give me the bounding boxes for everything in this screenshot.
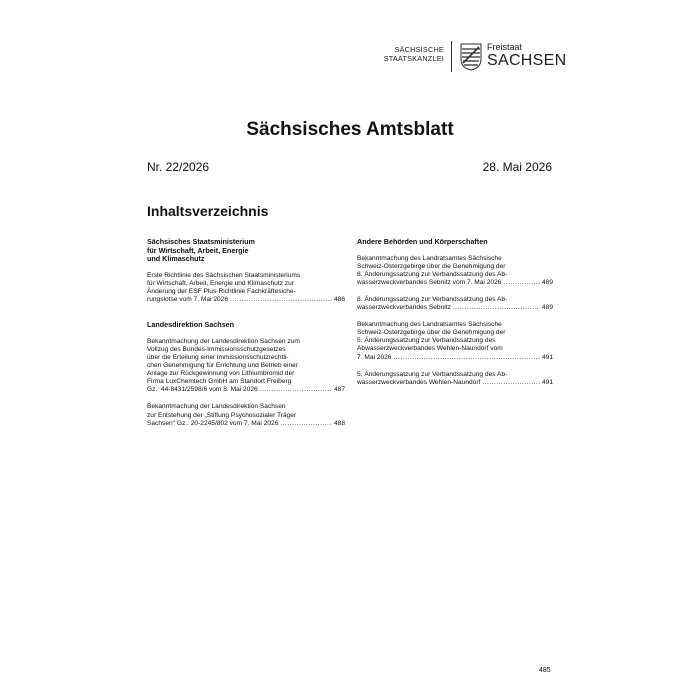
- toc-entry[interactable]: Bekanntmachung der Landesdirektion Sachsen zum Vollzug des Bundes-Immissionsschutzgesetzes über die Erteilung einer immissionsschutzrechtli- chen Genehmigung für Errichtung und Betrieb einer Anlage zur Rückgewinnung von Lithiumbromid der Firma LuxChemtech GmbH am Standort Freiberg Gz.: 44-8431/2598/6 vom 8. Mai 2026 ..... 487: [147, 338, 345, 395]
- staatskanzlei-logo-text: [384, 45, 444, 63]
- toc-page-number: 488: [333, 419, 345, 427]
- page-title: Sächsisches Amtsblatt: [246, 119, 454, 140]
- toc-entry[interactable]: Erste Richtlinie des Sächsischen Staatsministeriums für Wirtschaft, Arbeit, Energie und Klimaschutz zur Änderung der ESF Plus-Richtlinie Fachkräftesiche- rungslotse vom 7. Mai 2026 ..... 486: [147, 272, 345, 304]
- toc-heading: Inhaltsverzeichnis: [147, 203, 269, 219]
- logo-divider: [451, 41, 452, 72]
- toc-page-number: 489: [541, 278, 553, 286]
- issue-date: 28. Mai 2026: [482, 160, 552, 174]
- toc-entry[interactable]: Bekanntmachung des Landratsamtes Sächsische Schweiz-Osterzgebirge über die Genehmigung der 5. Änderungssatzung zur Verbandssatzung des Abwasserzweckverbandes Wehlen-Naundorf vom 7. Mai 2026 ..... 491: [357, 321, 553, 361]
- page-number: 485: [539, 667, 551, 674]
- leader-dots: [260, 386, 332, 394]
- toc-page-number: 487: [333, 386, 345, 394]
- leader-dots: [503, 279, 540, 287]
- leader-dots: [453, 304, 540, 312]
- toc-page-number: 486: [333, 296, 345, 304]
- section-heading-landesdirektion: Landesdirektion Sachsen: [147, 320, 235, 330]
- sachsen-label: SACHSEN: [487, 52, 567, 69]
- toc-entry[interactable]: Bekanntmachung der Landesdirektion Sachsen zur Entstehung der „Stiftung Psychosozialer Träger Sachsen" Gz.: 20-2245/802 vom 7. Mai 2026 ..... 488: [147, 403, 345, 427]
- staatskanzlei-line1: SÄCHSISCHE: [394, 45, 444, 54]
- toc-page-number: 491: [541, 378, 553, 386]
- saxony-crest-icon: [460, 43, 482, 71]
- leader-dots: [482, 379, 540, 387]
- toc-entry[interactable]: 5. Änderungssatzung zur Verbandssatzung des Ab- wasserzweckverbandes Wehlen-Naundorf ..... 491: [357, 371, 553, 387]
- toc-entry[interactable]: 8. Änderungssatzung zur Verbandssatzung des Ab- wasserzweckverbandes Sebnitz ..... 489: [357, 296, 553, 312]
- toc-left-column: [147, 238, 345, 437]
- freistaat-label: Freistaat: [487, 42, 523, 52]
- toc-page-number: 489: [541, 304, 553, 312]
- section-heading-smwa: Sächsisches Staatsministerium für Wirtschaft, Arbeit, Energie und Klimaschutz: [147, 237, 255, 264]
- leader-dots: [393, 354, 540, 362]
- leader-dots: [280, 420, 332, 428]
- leader-dots: [230, 296, 332, 304]
- staatskanzlei-line2: STAATSKANZLEI: [383, 54, 444, 63]
- toc-page-number: 491: [541, 353, 553, 361]
- issue-number: Nr. 22/2026: [147, 160, 210, 174]
- toc-right-column: [357, 238, 553, 396]
- section-heading-andere-behoerden: Andere Behörden und Körperschaften: [357, 237, 488, 246]
- toc-entry[interactable]: Bekanntmachung des Landratsamtes Sächsische Schweiz-Osterzgebirge über die Genehmigung der 8. Änderungssatzung zur Verbandssatzung des Ab- wasserzweckverbandes Sebnitz vom 7. Mai 2026 ..... 489: [357, 255, 553, 287]
